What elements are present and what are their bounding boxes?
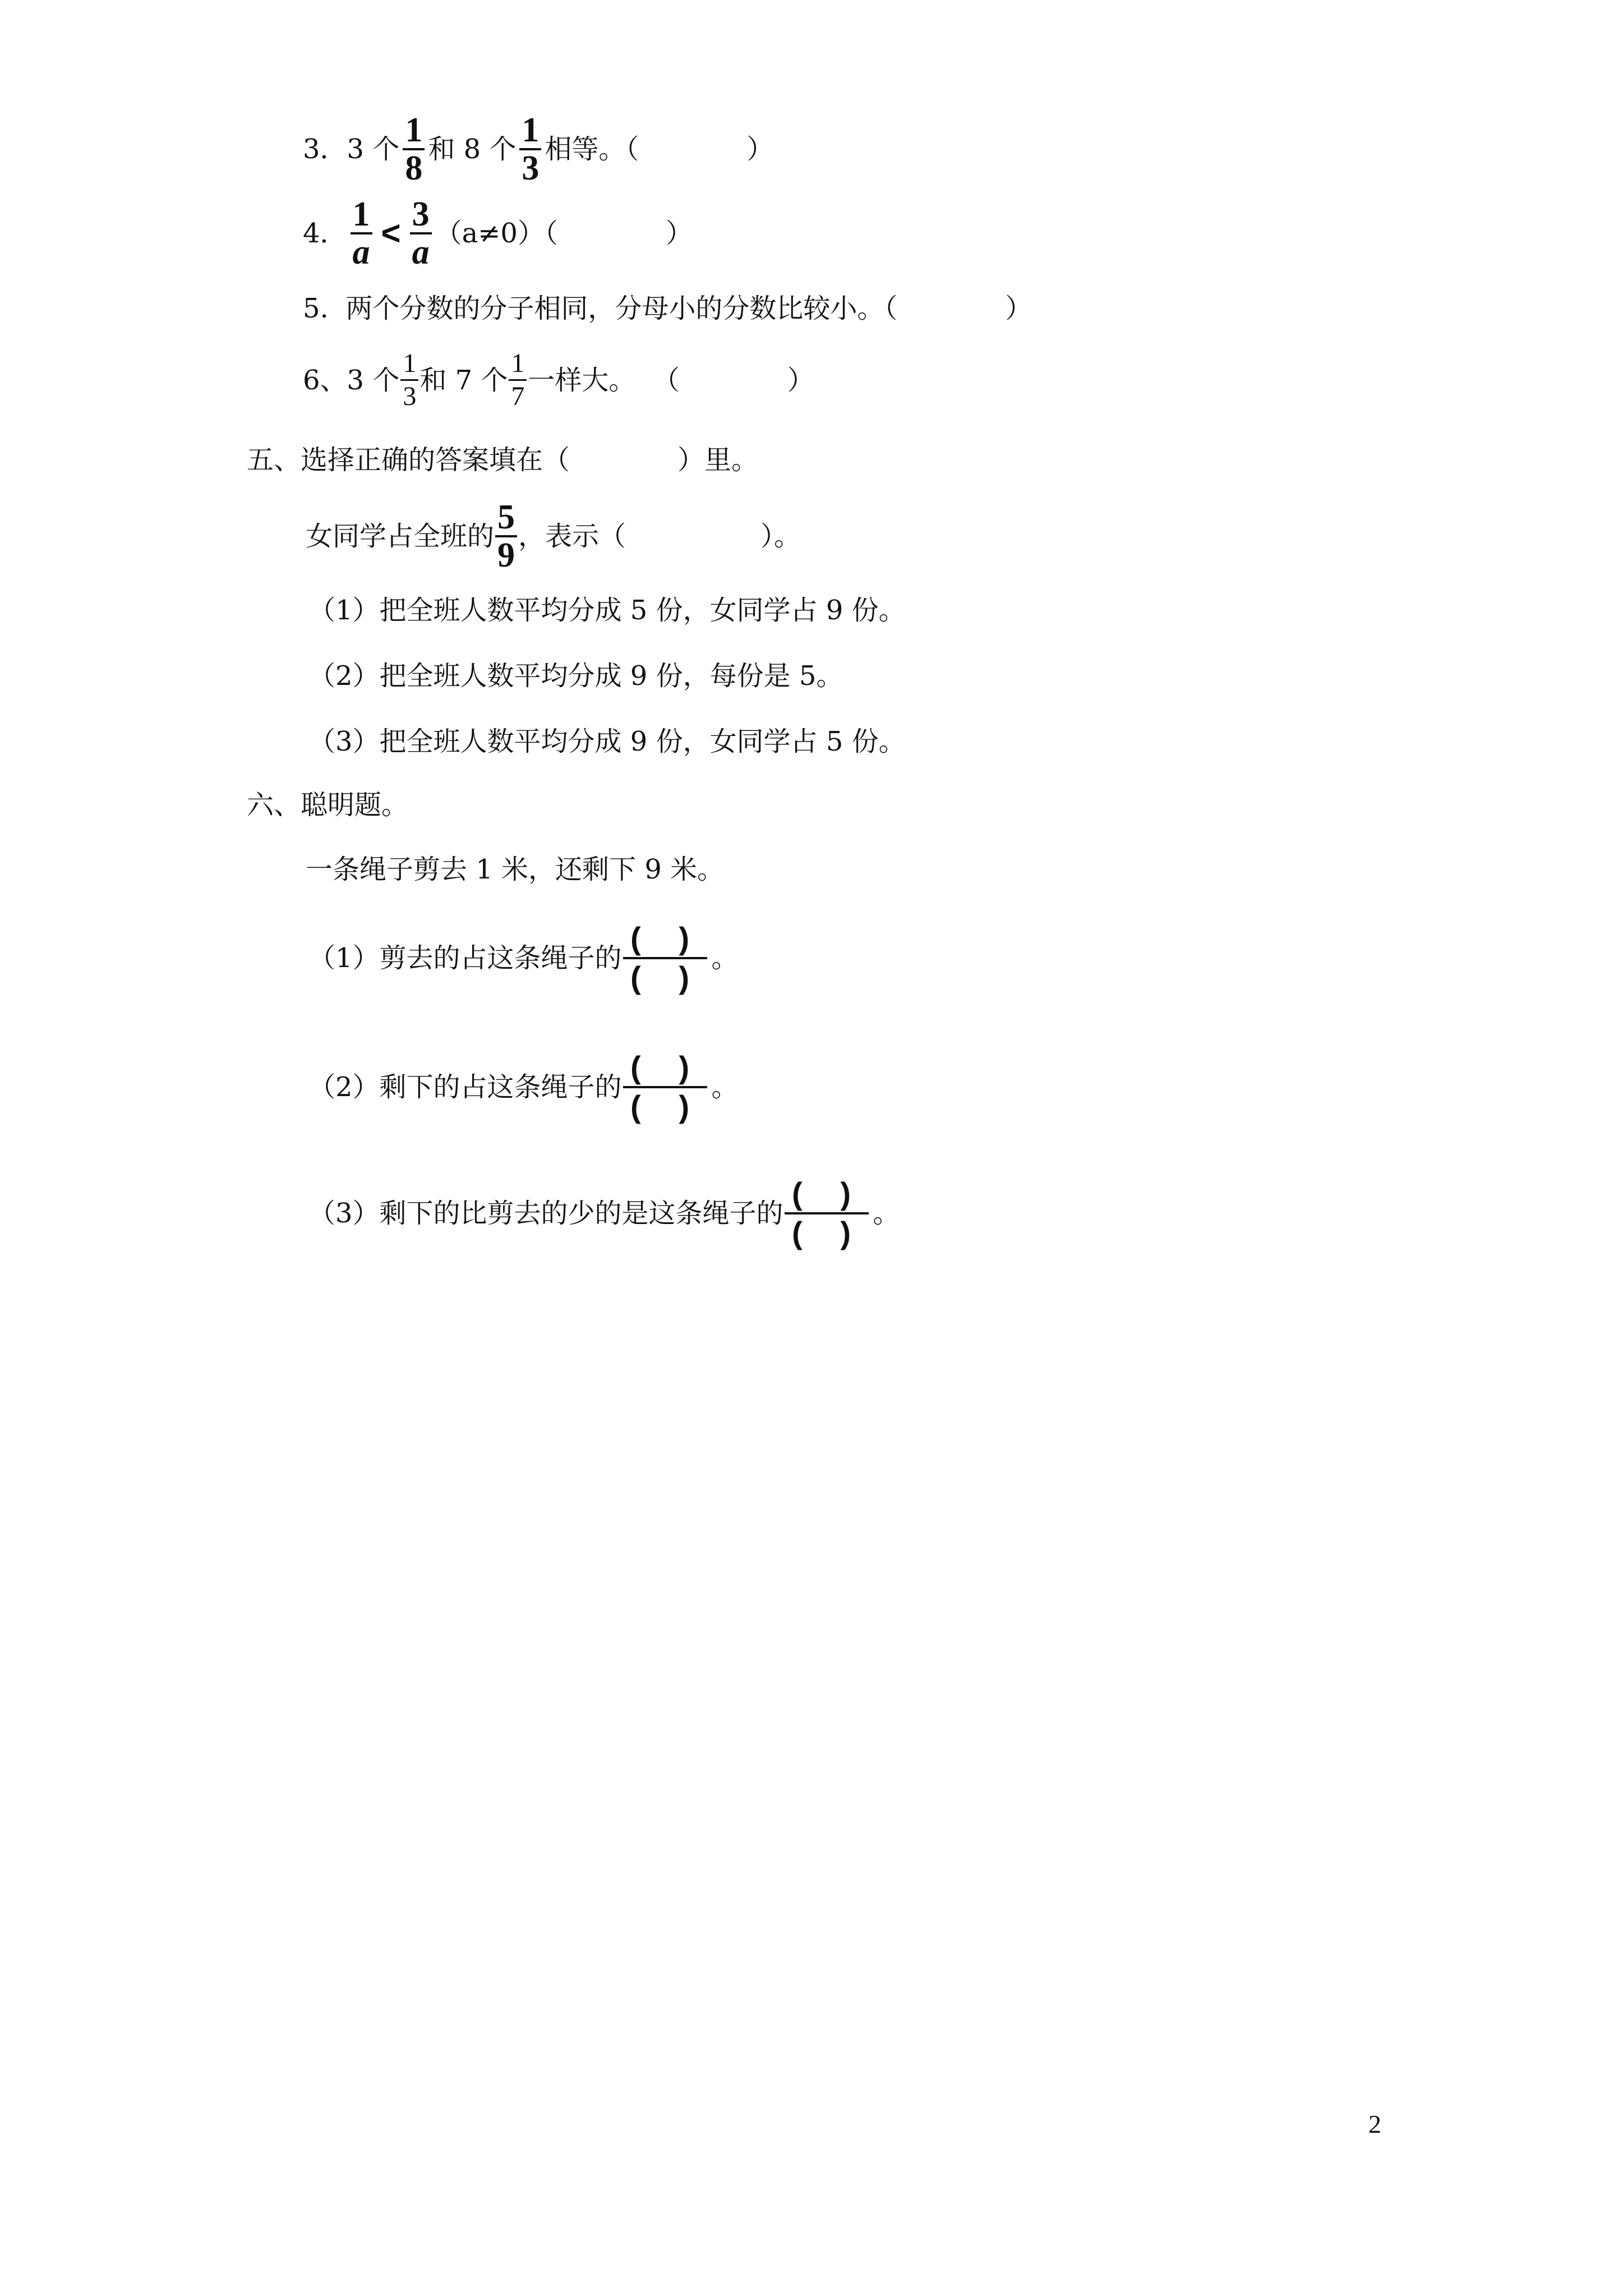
fraction-one-over-a: $\frac{1}{a}$: [351, 196, 372, 270]
fraction-three-over-a: $\frac{3}{a}$: [410, 196, 432, 270]
section-5-question-suffix: ，表示（ ）。: [518, 521, 801, 552]
fraction-one-seventh-small: $\frac{1}{7}$: [509, 348, 527, 412]
section-5-heading: 五、选择正确的答案填在（ ）里。: [247, 444, 759, 476]
question-3-mid: 和 8 个: [428, 134, 517, 165]
question-4-suffix: （a≠0）（ ）: [435, 218, 693, 249]
section-5-option-3: （3）把全班人数平均分成 9 份，女同学占 5 份。: [308, 726, 906, 757]
question-6-mid: 和 7 个: [419, 364, 508, 396]
section-6-question-2: （2）剩下的占这条绳子的 $\frac{( )}{( )}$ 。: [308, 1050, 739, 1124]
question-3: [303, 112, 773, 186]
section-6-stem: 一条绳子剪去 1 米，还剩下 9 米。: [306, 854, 725, 885]
section-6-heading: 六、聪明题。: [247, 789, 409, 821]
less-than-sign: <: [381, 214, 401, 252]
question-5-text: 5. 两个分数的分子相同，分母小的分数比较小。（ ）: [303, 293, 1032, 324]
question-6-suffix: 一样大。 （ ）: [528, 364, 814, 396]
blank-fraction[interactable]: $\frac{( )}{( )}$: [623, 1049, 707, 1125]
blank-fraction[interactable]: $\frac{( )}{( )}$: [623, 920, 707, 996]
fraction-one-eighth: $\frac{1}{8}$: [403, 112, 425, 186]
section-6-question-1: （1）剪去的占这条绳子的 $\frac{( )}{( )}$ 。: [308, 921, 739, 995]
section-5-option-1: （1）把全班人数平均分成 5 份，女同学占 9 份。: [308, 595, 906, 626]
question-6: [303, 348, 814, 412]
fraction-five-ninths: $\frac{5}{9}$: [495, 499, 517, 573]
fraction-one-third: $\frac{1}{3}$: [519, 112, 541, 186]
blank-fraction[interactable]: $\frac{( )}{( )}$: [785, 1175, 869, 1251]
question-6-prefix: 6、3 个: [303, 364, 400, 396]
fraction-one-third-small: $\frac{1}{3}$: [400, 348, 418, 412]
question-3-suffix: 相等。（ ）: [545, 134, 774, 165]
question-5: [303, 292, 1032, 325]
question-3-prefix: 3．3 个: [303, 134, 400, 165]
section-5-option-2: （2）把全班人数平均分成 9 份，每份是 5。: [308, 660, 843, 692]
section-5-question-prefix: 女同学占全班的: [306, 521, 495, 552]
question-4: [303, 196, 693, 270]
page-number: 2: [1368, 2110, 1381, 2138]
section-6-question-3: （3）剩下的比剪去的少的是这条绳子的 $\frac{( )}{( )}$ 。: [308, 1176, 900, 1250]
question-4-prefix: 4．: [303, 218, 347, 249]
section-5-question: [306, 499, 801, 573]
